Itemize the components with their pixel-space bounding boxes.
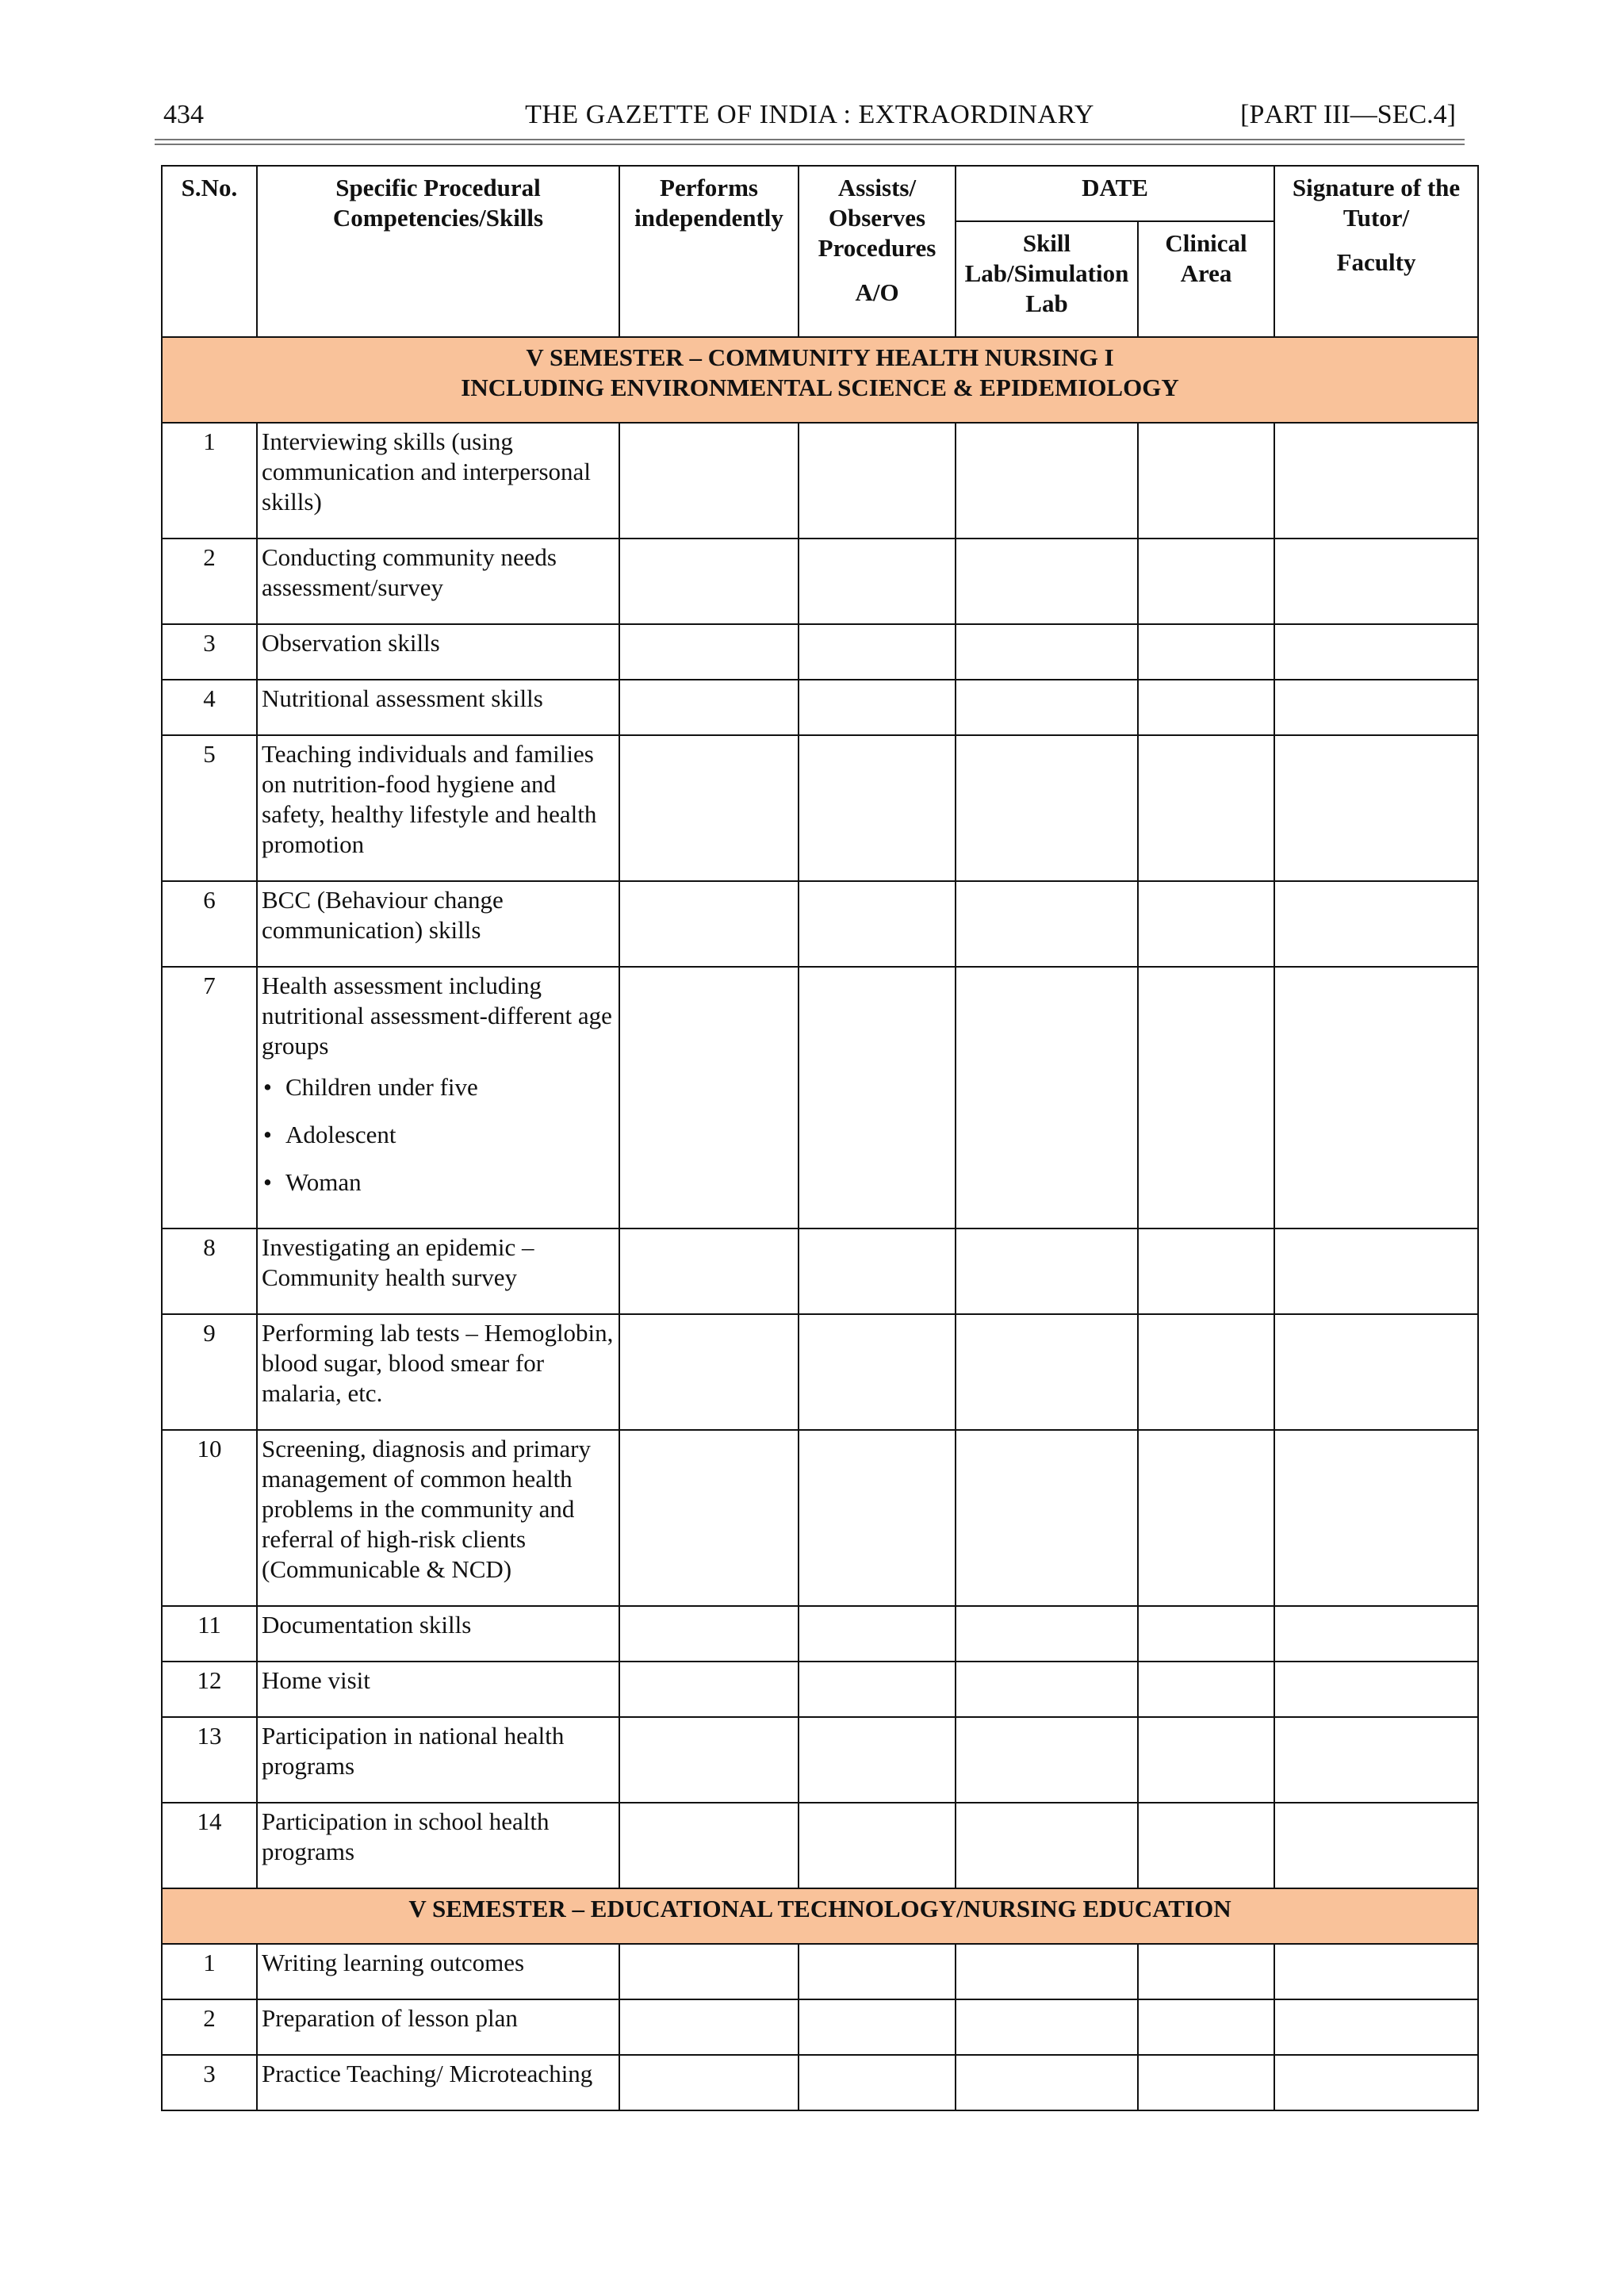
assists-cell: [799, 1803, 956, 1888]
table-row: [162, 881, 1478, 967]
signature-cell: [1274, 423, 1478, 539]
signature-cell: [1274, 881, 1478, 967]
signature-cell: [1274, 1228, 1478, 1314]
performs-cell: [619, 1606, 799, 1662]
serial-number-cell: 13: [162, 1717, 257, 1803]
skill-cell: [257, 1717, 619, 1803]
signature-cell: [1274, 680, 1478, 735]
list-item: • Adolescent: [262, 1120, 615, 1150]
col-header-performs: Performs independently: [619, 166, 799, 337]
table-row: [162, 1662, 1478, 1717]
clinical-date-cell: [1138, 735, 1274, 881]
section-title-line: INCLUDING ENVIRONMENTAL SCIENCE & EPIDEMIOLOGY: [461, 374, 1179, 401]
skill-lab-date-cell: [956, 1999, 1138, 2055]
table-row: [162, 2055, 1478, 2110]
assists-cell: [799, 967, 956, 1228]
serial-number-cell: 3: [162, 2055, 257, 2110]
skill-cell: [257, 2055, 619, 2110]
performs-cell: [619, 1228, 799, 1314]
clinical-date-cell: [1138, 539, 1274, 624]
serial-number-cell: 12: [162, 1662, 257, 1717]
skill-text: Health assessment including nutritional assessment-different age groups: [262, 972, 612, 1060]
performs-cell: [619, 423, 799, 539]
performs-cell: [619, 1803, 799, 1888]
serial-number-cell: 1: [162, 423, 257, 539]
skill-cell: [257, 1944, 619, 1999]
skill-cell: [257, 881, 619, 967]
performs-cell: [619, 539, 799, 624]
signature-cell: [1274, 624, 1478, 680]
assists-cell: [799, 680, 956, 735]
clinical-date-cell: [1138, 1606, 1274, 1662]
signature-cell: [1274, 1606, 1478, 1662]
skill-cell: [257, 423, 619, 539]
serial-number-cell: 9: [162, 1314, 257, 1430]
serial-number-cell: 4: [162, 680, 257, 735]
skill-text: Investigating an epidemic – Community health survey: [262, 1233, 534, 1291]
assists-cell: [799, 1228, 956, 1314]
competency-table: [161, 165, 1479, 2111]
skill-text: Participation in national health programs: [262, 1722, 565, 1780]
clinical-date-cell: [1138, 1944, 1274, 1999]
skill-text: Teaching individuals and families on nutrition-food hygiene and safety, healthy lifestyle and health promotion: [262, 740, 597, 858]
signature-cell: [1274, 1430, 1478, 1606]
skill-text: Screening, diagnosis and primary management of common health problems in the community and referral of high-risk clients (Communicable & NCD): [262, 1435, 591, 1583]
serial-number-cell: 11: [162, 1606, 257, 1662]
skill-text: Documentation skills: [262, 1611, 472, 1639]
serial-number-cell: 5: [162, 735, 257, 881]
clinical-date-cell: [1138, 423, 1274, 539]
clinical-date-cell: [1138, 1803, 1274, 1888]
performs-cell: [619, 1314, 799, 1430]
performs-cell: [619, 735, 799, 881]
clinical-date-cell: [1138, 1314, 1274, 1430]
signature-cell: [1274, 539, 1478, 624]
skill-text: Practice Teaching/ Microteaching: [262, 2060, 593, 2087]
page-header: [163, 95, 1456, 132]
clinical-date-cell: [1138, 624, 1274, 680]
skill-cell: [257, 967, 619, 1228]
signature-cell: [1274, 1944, 1478, 1999]
header-rule: [155, 139, 1465, 140]
col-header-assists: Assists/ Observes Procedures A/O: [799, 166, 956, 337]
assists-cell: [799, 624, 956, 680]
table-row: [162, 624, 1478, 680]
skill-text: Preparation of lesson plan: [262, 2004, 518, 2032]
serial-number-cell: 10: [162, 1430, 257, 1606]
skill-text: Home visit: [262, 1666, 370, 1694]
serial-number-cell: 2: [162, 1999, 257, 2055]
col-header-clinical: Clinical Area: [1138, 221, 1274, 337]
table-row: [162, 967, 1478, 1228]
assists-cell: [799, 423, 956, 539]
list-item: • Children under five: [262, 1072, 615, 1102]
skill-cell: [257, 735, 619, 881]
serial-number-cell: 8: [162, 1228, 257, 1314]
clinical-date-cell: [1138, 680, 1274, 735]
clinical-date-cell: [1138, 1999, 1274, 2055]
performs-cell: [619, 1717, 799, 1803]
performs-cell: [619, 881, 799, 967]
skill-cell: [257, 680, 619, 735]
skill-lab-date-cell: [956, 1803, 1138, 1888]
table-row: [162, 680, 1478, 735]
gazette-title: THE GAZETTE OF INDIA : EXTRAORDINARY: [525, 100, 1094, 129]
skill-lab-date-cell: [956, 624, 1138, 680]
skill-text: Performing lab tests – Hemoglobin, blood sugar, blood smear for malaria, etc.: [262, 1319, 614, 1407]
table-row: [162, 1944, 1478, 1999]
table-row: [162, 1803, 1478, 1888]
table-row: [162, 735, 1478, 881]
skill-cell: [257, 1430, 619, 1606]
section-header-row: [162, 1888, 1478, 1944]
skill-lab-date-cell: [956, 1228, 1138, 1314]
assists-cell: [799, 1314, 956, 1430]
skill-bullet-list: [262, 1072, 615, 1198]
clinical-date-cell: [1138, 1662, 1274, 1717]
part-section-label: [PART III—SEC.4]: [1240, 100, 1456, 129]
skill-text: BCC (Behaviour change communication) skills: [262, 886, 504, 944]
clinical-date-cell: [1138, 1430, 1274, 1606]
skill-cell: [257, 624, 619, 680]
skill-cell: [257, 1803, 619, 1888]
serial-number-cell: 3: [162, 624, 257, 680]
clinical-date-cell: [1138, 1228, 1274, 1314]
col-header-date: DATE: [956, 166, 1274, 221]
table-row: [162, 1717, 1478, 1803]
skill-text: Interviewing skills (using communication and interpersonal skills): [262, 427, 591, 516]
skill-cell: [257, 1662, 619, 1717]
skill-lab-date-cell: [956, 881, 1138, 967]
header-rule: [155, 144, 1465, 145]
performs-cell: [619, 967, 799, 1228]
clinical-date-cell: [1138, 2055, 1274, 2110]
serial-number-cell: 14: [162, 1803, 257, 1888]
skill-lab-date-cell: [956, 1662, 1138, 1717]
skill-lab-date-cell: [956, 1314, 1138, 1430]
col-header-skill-lab: Skill Lab/Simulation Lab: [956, 221, 1138, 337]
section-title: [162, 337, 1478, 423]
table-row: [162, 539, 1478, 624]
skill-cell: [257, 1999, 619, 2055]
performs-cell: [619, 1662, 799, 1717]
signature-cell: [1274, 1717, 1478, 1803]
assists-cell: [799, 1662, 956, 1717]
serial-number-cell: 2: [162, 539, 257, 624]
table-row: [162, 1430, 1478, 1606]
col-header-signature: Signature of the Tutor/ Faculty: [1274, 166, 1478, 337]
table-row: [162, 423, 1478, 539]
skill-cell: [257, 1606, 619, 1662]
skill-lab-date-cell: [956, 680, 1138, 735]
skill-lab-date-cell: [956, 1430, 1138, 1606]
clinical-date-cell: [1138, 967, 1274, 1228]
col-header-sno: S.No.: [162, 166, 257, 337]
signature-cell: [1274, 1662, 1478, 1717]
assists-cell: [799, 539, 956, 624]
assists-cell: [799, 735, 956, 881]
table-row: [162, 1606, 1478, 1662]
performs-cell: [619, 1999, 799, 2055]
assists-cell: [799, 881, 956, 967]
table-row: [162, 1314, 1478, 1430]
performs-cell: [619, 1430, 799, 1606]
col-header-skills: Specific Procedural Competencies/Skills: [257, 166, 619, 337]
clinical-date-cell: [1138, 881, 1274, 967]
performs-cell: [619, 680, 799, 735]
table-row: [162, 1999, 1478, 2055]
skill-text: Participation in school health programs: [262, 1807, 550, 1865]
skill-lab-date-cell: [956, 1944, 1138, 1999]
signature-cell: [1274, 2055, 1478, 2110]
skill-text: Observation skills: [262, 629, 440, 657]
signature-cell: [1274, 1999, 1478, 2055]
signature-cell: [1274, 735, 1478, 881]
serial-number-cell: 6: [162, 881, 257, 967]
assists-cell: [799, 1717, 956, 1803]
skill-lab-date-cell: [956, 735, 1138, 881]
skill-lab-date-cell: [956, 967, 1138, 1228]
skill-cell: [257, 1228, 619, 1314]
skill-lab-date-cell: [956, 2055, 1138, 2110]
skill-cell: [257, 1314, 619, 1430]
signature-cell: [1274, 1314, 1478, 1430]
skill-cell: [257, 539, 619, 624]
assists-cell: [799, 1944, 956, 1999]
skill-text: Writing learning outcomes: [262, 1949, 525, 1976]
section-title: [162, 1888, 1478, 1944]
signature-cell: [1274, 1803, 1478, 1888]
assists-cell: [799, 1430, 956, 1606]
section-title-line: V SEMESTER – EDUCATIONAL TECHNOLOGY/NURSING EDUCATION: [408, 1895, 1231, 1922]
performs-cell: [619, 1944, 799, 1999]
list-item: • Woman: [262, 1167, 615, 1198]
performs-cell: [619, 624, 799, 680]
signature-cell: [1274, 967, 1478, 1228]
serial-number-cell: 1: [162, 1944, 257, 1999]
skill-text: Nutritional assessment skills: [262, 684, 543, 712]
assists-cell: [799, 2055, 956, 2110]
clinical-date-cell: [1138, 1717, 1274, 1803]
table-body: [162, 337, 1478, 2110]
assists-cell: [799, 1999, 956, 2055]
performs-cell: [619, 2055, 799, 2110]
serial-number-cell: 7: [162, 967, 257, 1228]
skill-lab-date-cell: [956, 1606, 1138, 1662]
skill-lab-date-cell: [956, 539, 1138, 624]
skill-lab-date-cell: [956, 1717, 1138, 1803]
page-number: 434: [163, 100, 204, 129]
section-header-row: [162, 337, 1478, 423]
section-title-line: V SEMESTER – COMMUNITY HEALTH NURSING I: [526, 343, 1114, 371]
assists-cell: [799, 1606, 956, 1662]
skill-lab-date-cell: [956, 423, 1138, 539]
table-row: [162, 1228, 1478, 1314]
skill-text: Conducting community needs assessment/survey: [262, 543, 557, 601]
